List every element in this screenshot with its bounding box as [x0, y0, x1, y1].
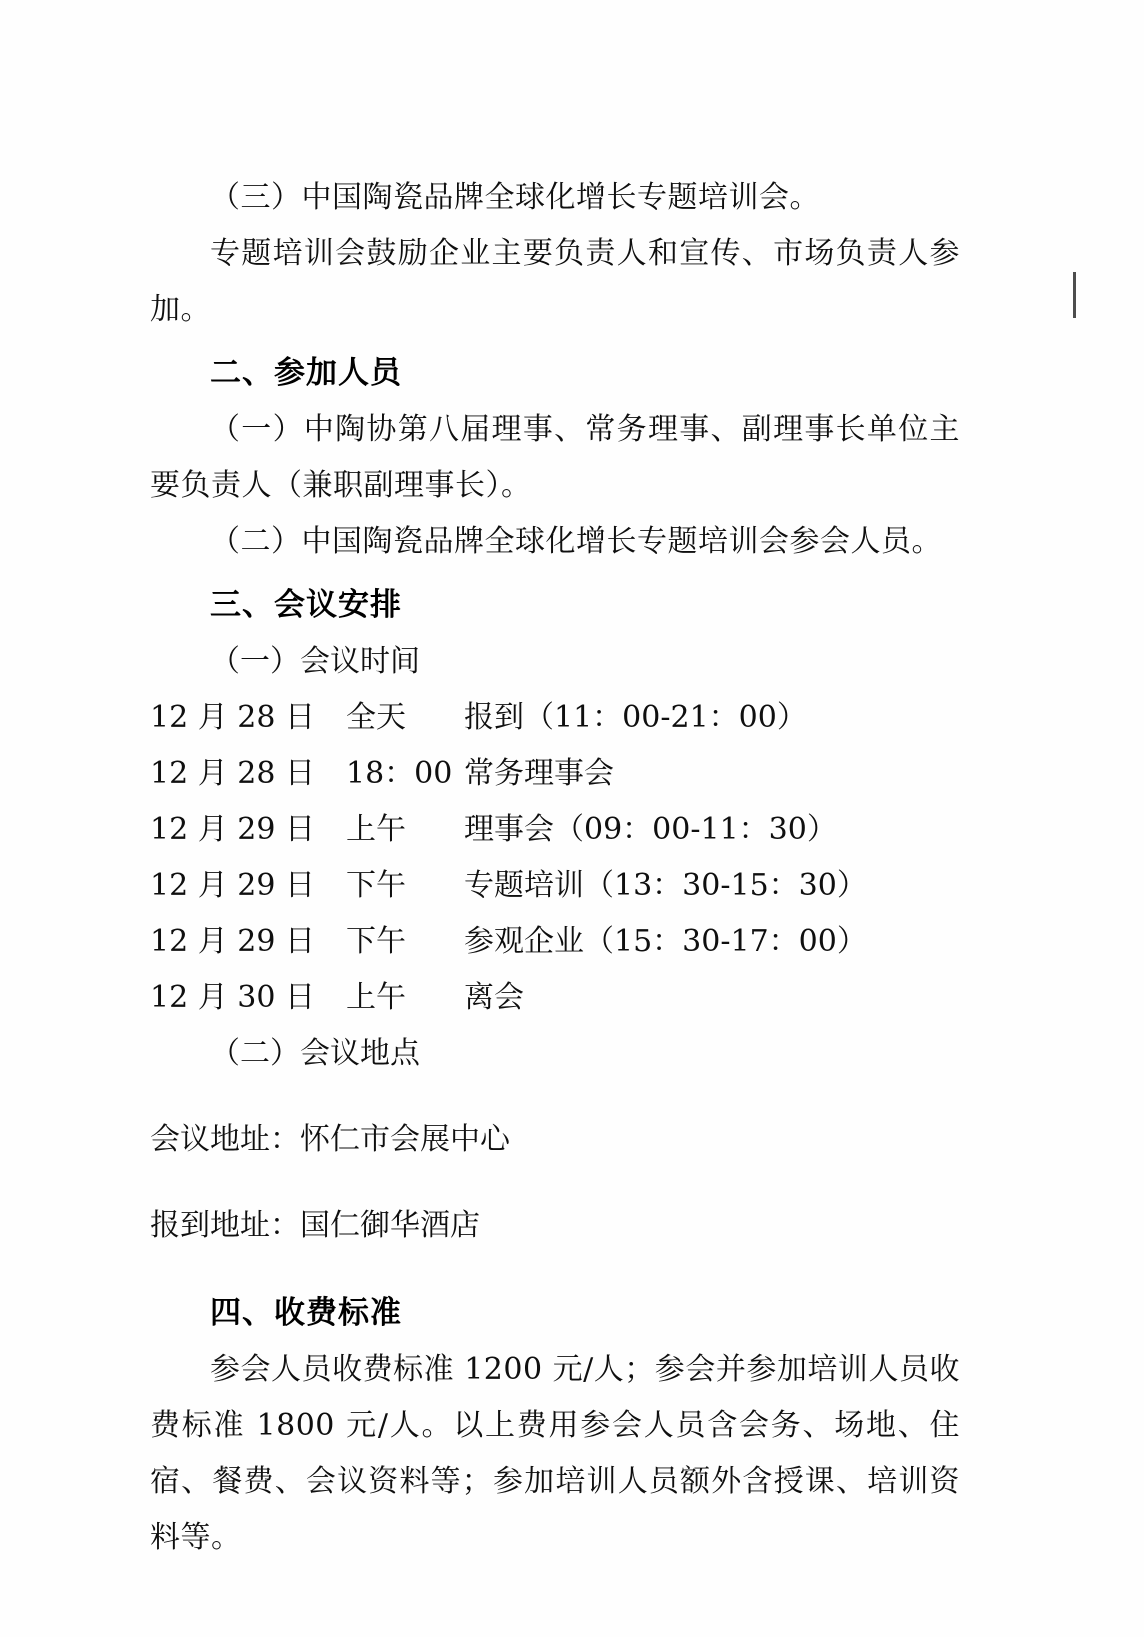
schedule-desc: 专题培训（13：30-15：30）: [464, 868, 867, 903]
schedule-period: 下午: [346, 924, 406, 959]
address-registration: 报到地址：国仁御华酒店: [150, 1208, 480, 1243]
schedule-desc: 参观企业（15：30-17：00）: [464, 924, 867, 959]
document-body: [150, 170, 960, 1566]
paragraph-participants-1: （一）中陶协第八届理事、常务理事、副理事长单位主要负责人（兼职副理事长）。: [150, 412, 960, 503]
schedule-period: 上午: [346, 812, 406, 847]
schedule-date: 12 月 30 日: [150, 980, 315, 1015]
list-item: [150, 914, 960, 970]
list-item: [150, 690, 960, 746]
schedule-date: 12 月 29 日: [150, 924, 315, 959]
heading-participants: 二、参加人员: [210, 355, 402, 391]
page-edge-mark: [1073, 272, 1076, 318]
paragraph-training-note: 专题培训会鼓励企业主要负责人和宣传、市场负责人参加。: [150, 236, 960, 327]
schedule-period: 18：00: [346, 756, 453, 791]
address-meeting: 会议地址：怀仁市会展中心: [150, 1122, 510, 1157]
schedule-desc: 报到（11：00-21：00）: [464, 700, 807, 735]
schedule-desc: 常务理事会: [464, 756, 614, 791]
heading-fees: 四、收费标准: [210, 1295, 402, 1331]
subheading-meeting-time: （一）会议时间: [210, 644, 420, 679]
paragraph-participants-2: （二）中国陶瓷品牌全球化增长专题培训会参会人员。: [210, 524, 942, 559]
schedule-date: 12 月 28 日: [150, 756, 315, 791]
list-item: [150, 746, 960, 802]
schedule-desc: 离会: [464, 980, 524, 1015]
heading-meeting-arrangement: 三、会议安排: [210, 587, 402, 623]
paragraph-training-item: （三）中国陶瓷品牌全球化增长专题培训会。: [210, 180, 820, 215]
schedule-period: 上午: [346, 980, 406, 1015]
schedule-date: 12 月 29 日: [150, 868, 315, 903]
schedule-period: 全天: [346, 700, 406, 735]
list-item: [150, 970, 960, 1026]
schedule-desc: 理事会（09：00-11：30）: [464, 812, 837, 847]
schedule-date: 12 月 29 日: [150, 812, 315, 847]
schedule-period: 下午: [346, 868, 406, 903]
schedule-date: 12 月 28 日: [150, 700, 315, 735]
list-item: [150, 858, 960, 914]
paragraph-fees: 参会人员收费标准 1200 元/人；参会并参加培训人员收费标准 1800 元/人。以上费用参会人员含会务、场地、住宿、餐费、会议资料等；参加培训人员额外含授课、培训资料等。: [150, 1352, 960, 1555]
list-item: [150, 802, 960, 858]
subheading-meeting-place: （二）会议地点: [210, 1036, 420, 1071]
schedule-list: [150, 690, 960, 1026]
